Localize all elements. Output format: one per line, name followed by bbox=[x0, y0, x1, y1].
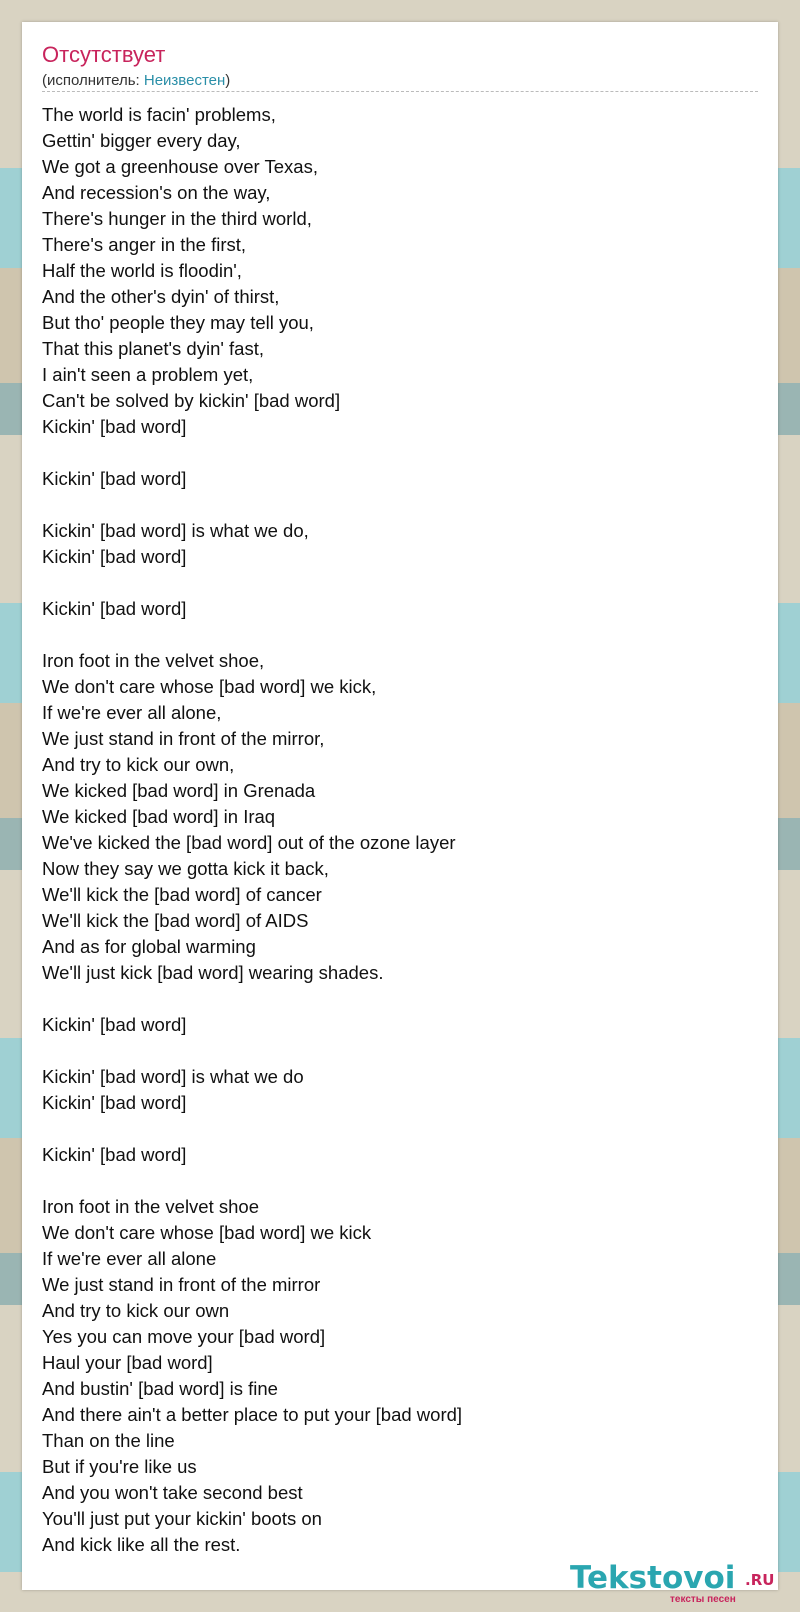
lyric-line: We'll just kick [bad word] wearing shades. bbox=[42, 962, 384, 983]
lyric-line: But if you're like us bbox=[42, 1456, 197, 1477]
lyric-line: There's hunger in the third world, bbox=[42, 208, 312, 229]
lyric-line: Half the world is floodin', bbox=[42, 260, 242, 281]
lyric-line: And try to kick our own bbox=[42, 1300, 230, 1321]
lyric-line: Iron foot in the velvet shoe, bbox=[42, 650, 265, 671]
lyric-line: Can't be solved by kickin' [bad word] bbox=[42, 390, 341, 411]
lyric-line: Gettin' bigger every day, bbox=[42, 130, 241, 151]
lyric-line: If we're ever all alone bbox=[42, 1248, 217, 1269]
performer-suffix: ) bbox=[225, 72, 231, 89]
lyric-line: You'll just put your kickin' boots on bbox=[42, 1508, 322, 1529]
lyric-line bbox=[42, 570, 462, 596]
lyric-line: And bustin' [bad word] is fine bbox=[42, 1378, 278, 1399]
logo-domain: .RU bbox=[745, 1571, 775, 1589]
lyric-line: The world is facin' problems, bbox=[42, 104, 276, 125]
logo-wordmark: Tekstovoi bbox=[570, 1560, 736, 1596]
header-divider bbox=[42, 91, 758, 92]
lyric-line bbox=[42, 986, 462, 1012]
lyric-line: Kickin' [bad word] bbox=[42, 546, 187, 567]
lyric-line: Kickin' [bad word] bbox=[42, 1014, 187, 1035]
lyric-line bbox=[42, 1116, 462, 1142]
logo-tagline: тексты песен bbox=[670, 1594, 736, 1605]
lyric-line: And there ain't a better place to put your [bad word] bbox=[42, 1404, 463, 1425]
song-title: Отсутствует bbox=[42, 42, 166, 67]
lyric-line: Kickin' [bad word] bbox=[42, 468, 187, 489]
lyric-line: That this planet's dyin' fast, bbox=[42, 338, 264, 359]
lyric-line: But tho' people they may tell you, bbox=[42, 312, 314, 333]
site-logo[interactable] bbox=[570, 1560, 780, 1608]
lyric-line: We'll kick the [bad word] of AIDS bbox=[42, 910, 309, 931]
lyric-line: We kicked [bad word] in Iraq bbox=[42, 806, 276, 827]
lyric-line: We got a greenhouse over Texas, bbox=[42, 156, 318, 177]
lyric-line: If we're ever all alone, bbox=[42, 702, 222, 723]
lyric-line: Kickin' [bad word] bbox=[42, 1092, 187, 1113]
lyric-line: Kickin' [bad word] is what we do bbox=[42, 1066, 304, 1087]
lyric-line: We just stand in front of the mirror bbox=[42, 1274, 321, 1295]
lyric-line bbox=[42, 1168, 462, 1194]
lyric-line: And you won't take second best bbox=[42, 1482, 303, 1503]
performer-line bbox=[42, 72, 230, 89]
lyric-line bbox=[42, 622, 462, 648]
lyric-line: Yes you can move your [bad word] bbox=[42, 1326, 326, 1347]
lyric-line bbox=[42, 440, 462, 466]
lyric-line bbox=[42, 492, 462, 518]
lyric-line: And as for global warming bbox=[42, 936, 256, 957]
lyric-line: I ain't seen a problem yet, bbox=[42, 364, 254, 385]
artist-link[interactable]: Неизвестен bbox=[143, 72, 226, 89]
lyric-line: Now they say we gotta kick it back, bbox=[42, 858, 329, 879]
lyric-line: We've kicked the [bad word] out of the ozone layer bbox=[42, 832, 456, 853]
lyric-line: Iron foot in the velvet shoe bbox=[42, 1196, 259, 1217]
lyric-line: Kickin' [bad word] bbox=[42, 1144, 187, 1165]
lyric-line bbox=[42, 1038, 462, 1064]
lyric-line: Kickin' [bad word] bbox=[42, 598, 187, 619]
lyric-line: Haul your [bad word] bbox=[42, 1352, 213, 1373]
lyric-line: Kickin' [bad word] is what we do, bbox=[42, 520, 309, 541]
performer-prefix: (исполнитель: bbox=[42, 72, 144, 89]
lyric-line: And recession's on the way, bbox=[42, 182, 271, 203]
lyrics-card bbox=[22, 22, 778, 1605]
lyric-line: Than on the line bbox=[42, 1430, 175, 1451]
lyric-line: We don't care whose [bad word] we kick, bbox=[42, 676, 377, 697]
lyric-line: And kick like all the rest. bbox=[42, 1534, 241, 1555]
lyric-line: Kickin' [bad word] bbox=[42, 416, 187, 437]
lyric-line: There's anger in the first, bbox=[42, 234, 247, 255]
lyric-line: And try to kick our own, bbox=[42, 754, 235, 775]
lyric-line: And the other's dyin' of thirst, bbox=[42, 286, 280, 307]
lyric-line: We kicked [bad word] in Grenada bbox=[42, 780, 316, 801]
lyrics-text bbox=[42, 102, 462, 1558]
lyric-line: We don't care whose [bad word] we kick bbox=[42, 1222, 372, 1243]
lyric-line: We'll kick the [bad word] of cancer bbox=[42, 884, 322, 905]
lyric-line: We just stand in front of the mirror, bbox=[42, 728, 325, 749]
